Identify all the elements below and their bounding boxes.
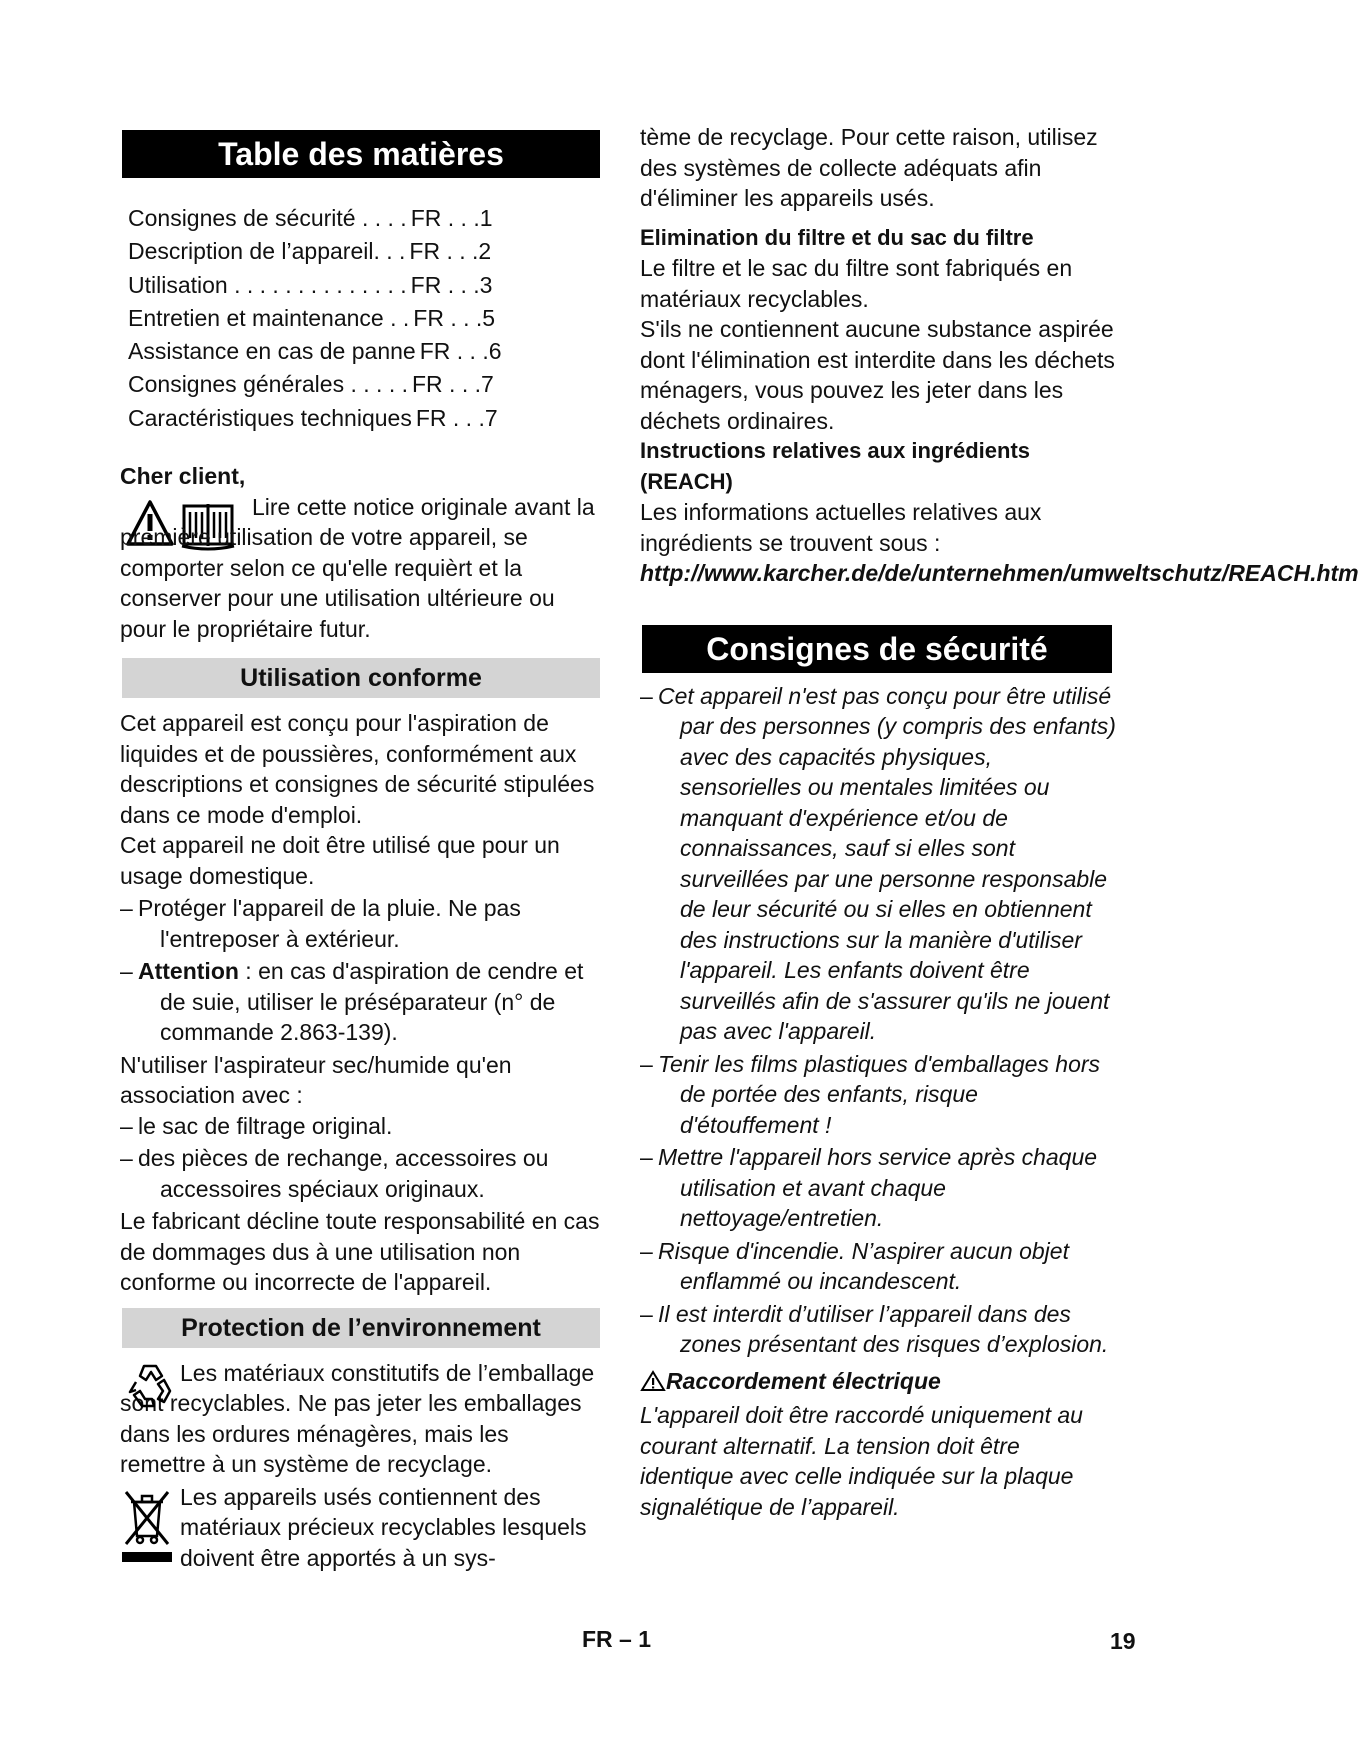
right-column — [640, 122, 1359, 1522]
usage-paragraph: Le fabricant décline toute responsabilité en cas de dommages dus à une utilisation non conforme ou incorrecte de l'appareil. — [120, 1208, 600, 1296]
toc-item[interactable]: Assistance en cas de panne FR . . .6 — [128, 338, 502, 365]
warning-icon — [640, 1370, 666, 1392]
list-item: – des pièces de rechange, accessoires ou accessoires spéciaux originaux. — [120, 1145, 549, 1202]
safety-item: – Il est interdit d’utiliser l’appareil dans des zones présentant des risques d’explosion. — [640, 1300, 1109, 1357]
electric-text: L'appareil doit être raccordé uniquement au courant alternatif. La tension doit être identique avec celle indiquée sur la plaque signalétique de l’appareil. — [640, 1402, 1083, 1520]
safety-item: – Risque d'incendie. N’aspirer aucun objet enflammé ou incandescent. — [640, 1237, 1069, 1294]
filter-heading: Elimination du filtre et du sac du filtre — [640, 224, 1034, 250]
usage-paragraph: N'utiliser l'aspirateur sec/humide qu'en association avec : — [120, 1051, 512, 1109]
toc-item[interactable]: Entretien et maintenance . . FR . . .5 — [128, 304, 496, 331]
greeting: Cher client, — [120, 463, 246, 490]
toc-item[interactable]: Utilisation . . . . . . . . . . . . . . FR . . .3 — [128, 271, 493, 298]
environment-heading: Protection de l’environnement — [122, 1308, 600, 1348]
intro-block — [120, 492, 600, 645]
toc-item[interactable]: Description de l’appareil. . . FR . . .2 — [128, 238, 492, 265]
list-item: – le sac de filtrage original. — [120, 1112, 393, 1139]
page-number: 19 — [1110, 1628, 1136, 1654]
list-item: – Protéger l'appareil de la pluie. Ne pas l'entreposer à extérieur. — [120, 895, 521, 952]
reach-text: Les informations actuelles relatives aux ingrédients se trouvent sous : — [640, 499, 1042, 556]
section-page-label: FR – 1 — [582, 1626, 652, 1652]
weee-text-continued: tème de recyclage. Pour cette raison, utilisez des systèmes de collecte adéquats afin d'éliminer les appareils usés. — [640, 124, 1098, 211]
intro-text: Lire cette notice originale avant la première utilisation de votre appareil, se comporter selon ce qu'elle requièrt et la conserver pour une utilisation ultérieure ou pour le propriétaire futur. — [120, 493, 595, 642]
crossed-bin-icon — [122, 1486, 172, 1564]
filter-paragraph: Le filtre et le sac du filtre sont fabriqués en matériaux recyclables. — [640, 255, 1073, 312]
toc-title: Table des matières — [122, 130, 600, 178]
recycle-icon — [124, 1360, 176, 1412]
weee-text: Les appareils usés contiennent des matériaux précieux recyclables lesquels doivent être apportés à un sys- — [180, 1483, 587, 1571]
safety-item: – Mettre l'appareil hors service après chaque utilisation et avant chaque nettoyage/entretien. — [640, 1144, 1098, 1231]
safety-heading: Consignes de sécurité — [642, 625, 1112, 673]
weee-block — [120, 1482, 600, 1574]
usage-paragraph: Cet appareil ne doit être utilisé que pour un usage domestique. — [120, 832, 560, 889]
list-item: – Attention : en cas d'aspiration de cendre et de suie, utiliser le préséparateur (n° de commande 2.863-139). — [120, 958, 584, 1046]
toc-item[interactable]: Consignes de sécurité . . . . FR . . .1 — [128, 205, 493, 231]
toc-item[interactable]: Caractéristiques techniques FR . . .7 — [128, 404, 498, 431]
reach-heading: Instructions relatives aux ingrédients (REACH) — [640, 438, 1031, 494]
recycle-block — [120, 1358, 600, 1480]
safety-item: – Tenir les films plastiques d'emballages hors de portée des enfants, risque d'étouffement ! — [640, 1050, 1101, 1138]
safety-list — [640, 681, 1118, 1360]
table-of-contents — [128, 202, 600, 435]
recycle-text: Les matériaux constitutifs de l’emballage sont recyclables. Ne pas jeter les emballages dans les ordures ménagères, mais les remettre à un système de recyclage. — [120, 1359, 595, 1478]
reach-link[interactable]: http://www.karcher.de/de/unternehmen/umweltschutz/REACH.htm — [640, 560, 1359, 586]
filter-paragraph: S'ils ne contiennent aucune substance aspirée dont l'élimination est interdite dans les déchets ménagers, vous pouvez les jeter dans les déchets ordinaires. — [640, 316, 1115, 434]
electric-heading: Raccordement électrique — [640, 1366, 1118, 1397]
usage-paragraph: Cet appareil est conçu pour l'aspiration de liquides et de poussières, conformément aux descriptions et consignes de sécurité stipulées dans ce mode d'emploi. — [120, 710, 595, 828]
usage-heading: Utilisation conforme — [122, 658, 600, 698]
toc-item[interactable]: Consignes générales . . . . . FR . . .7 — [128, 371, 494, 398]
left-column — [120, 124, 600, 1573]
safety-item: – Cet appareil n'est pas conçu pour être utilisé par des personnes (y compris des enfants) avec des capacités physiques, sensorielles ou mentales limitées ou manquant d'expérience et/ou de connaissances, sauf si elles sont surveillées par une personne responsable de leur sécurité ou si elles en obtiennent des instructions sur la manière d'utiliser l'appareil. Les enfants doivent être surveillés afin de s'assurer qu'ils ne jouent pas avec l'appareil. — [640, 682, 1116, 1044]
